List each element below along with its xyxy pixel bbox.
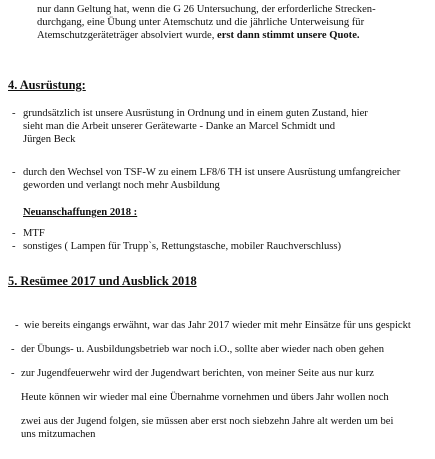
- bullet-dash: -: [12, 228, 16, 239]
- bullet-dash: -: [12, 167, 16, 178]
- intro-line-3-emphasis: erst dann stimmt unsere Quote.: [217, 30, 360, 41]
- bullet-dash: -: [12, 241, 16, 252]
- intro-line-3-text: Atemschutzgeräteträger absolviert wurde,: [37, 30, 218, 41]
- bullet-text: zur Jugendfeuerwehr wird der Jugendwart berichten, von meiner Seite aus nur kurz: [21, 368, 374, 379]
- purchase-text: MTF: [23, 228, 45, 239]
- section-5-heading: 5. Resümee 2017 und Ausblick 2018: [8, 274, 197, 288]
- intro-line-1: nur dann Geltung hat, wenn die G 26 Untersuchung, der erforderliche Strecken-: [37, 4, 376, 15]
- purchases-subheading: Neuanschaffungen 2018 :: [23, 207, 138, 218]
- section-5-paragraph-1: Heute können wir wieder mal eine Übernahme vornehmen und übers Jahr wollen noch: [21, 392, 389, 403]
- bullet-dash: -: [15, 320, 19, 331]
- paragraph-line: zwei aus der Jugend folgen, sie müssen aber erst noch siebzehn Jahre alt werden um bei: [21, 416, 394, 427]
- paragraph-line: uns mitzumachen: [21, 429, 96, 440]
- section-5-paragraph-2: [21, 415, 433, 441]
- intro-line-2: durchgang, eine Übung unter Atemschutz und die jährliche Unterweisung für: [37, 17, 365, 28]
- bullet-dash: -: [11, 344, 15, 355]
- bullet-text: wie bereits eingangs erwähnt, war das Jahr 2017 wieder mit mehr Einsätze für uns gespickt: [24, 320, 411, 331]
- bullet-dash: -: [12, 108, 16, 119]
- bullet-line: sieht man die Arbeit unserer Gerätewarte - Danke an Marcel Schmidt und: [23, 121, 336, 132]
- bullet-text: der Übungs- u. Ausbildungsbetrieb war noch i.O., sollte aber wieder nach oben gehen: [21, 344, 385, 355]
- bullet-line: durch den Wechsel von TSF-W zu einem LF8/6 TH ist unsere Ausrüstung umfangreicher: [23, 167, 401, 178]
- purchase-text: sonstiges ( Lampen für Trupp`s, Rettungstasche, mobiler Rauchverschluss): [23, 241, 342, 252]
- bullet-dash: -: [11, 368, 15, 379]
- intro-paragraph: [37, 3, 432, 42]
- bullet-line: Jürgen Beck: [23, 134, 76, 145]
- bullet-line: geworden und verlangt noch mehr Ausbildung: [23, 180, 220, 191]
- bullet-line: grundsätzlich ist unsere Ausrüstung in Ordnung und in einem guten Zustand, hier: [23, 108, 368, 119]
- section-4-heading: 4. Ausrüstung:: [8, 78, 86, 92]
- intro-line-3: [37, 29, 432, 42]
